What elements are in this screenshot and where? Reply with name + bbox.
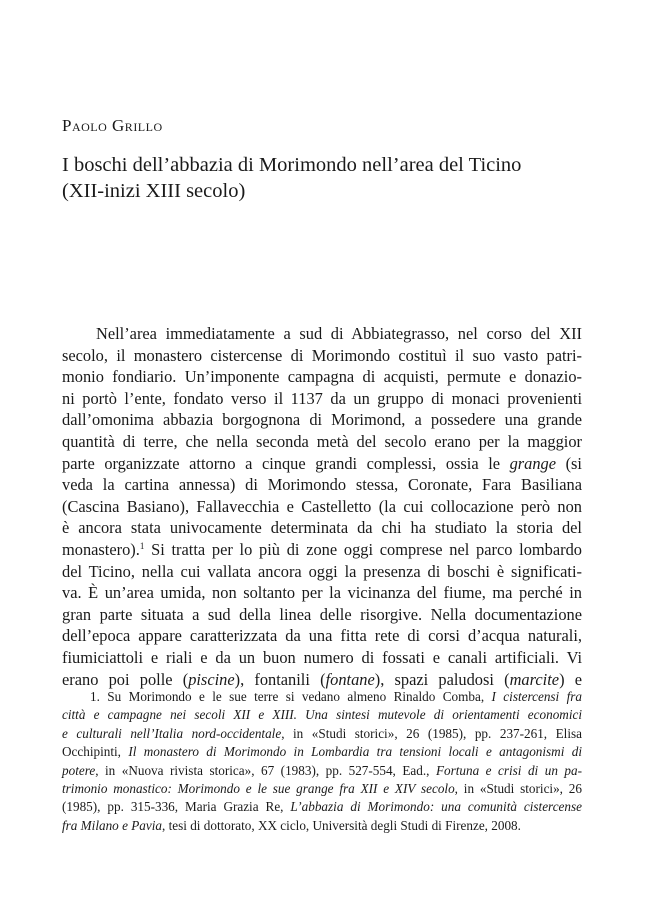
footnote-line bbox=[62, 725, 582, 743]
body-line bbox=[62, 539, 582, 561]
body-line: secolo, il monastero cistercense di Morimondo costituì il suo vasto patri- bbox=[62, 345, 582, 365]
text-run: (si bbox=[556, 453, 582, 473]
footnote-line bbox=[62, 817, 582, 835]
body-line: del Ticino, nella cui vallata ancora oggi la presenza di boschi è significati- bbox=[62, 561, 582, 581]
body-line: ni portò l’ente, fondato verso il 1137 da un gruppo di monaci provenienti bbox=[62, 388, 582, 408]
text-run: erano poi polle ( bbox=[62, 669, 189, 689]
footnote-line bbox=[62, 762, 582, 780]
text-run: (1985), pp. 315-336, Maria Grazia Re, bbox=[62, 799, 291, 815]
text-run: 1. Su Morimondo e le sue terre si vedano almeno Rinaldo Comba, bbox=[90, 689, 492, 704]
body-line: fiumiciattoli e riali e da un buon numero di fossati e canali artificiali. Vi bbox=[62, 647, 582, 667]
italic-term: marcite bbox=[509, 669, 560, 689]
text-run: ) e bbox=[559, 669, 582, 689]
body-line: è ancora stata univocamente determinata da chi ha studiato la storia del bbox=[62, 518, 582, 538]
footnote-line bbox=[62, 706, 582, 724]
text-run: monastero). bbox=[62, 539, 140, 559]
title-line: (XII-inizi XIII secolo) bbox=[62, 180, 246, 202]
body-line: quantità di terre, che nella seconda metà del secolo erano per la maggior bbox=[62, 431, 582, 451]
text-run: , in «Studi storici», 26 (1985), pp. 237-261, Elisa bbox=[281, 725, 582, 741]
italic-title: città e campagne nei secoli XII e XIII. Una sintesi mutevole di orientamenti economici bbox=[62, 707, 582, 723]
text-run: , in «Nuova rivista storica», 67 (1983), pp. 527-554, Ead., bbox=[95, 762, 436, 778]
body-line bbox=[62, 669, 582, 691]
author-name: Paolo Grillo bbox=[62, 116, 163, 135]
title-line: I boschi dell’abbazia di Morimondo nell’area del Ticino bbox=[62, 154, 522, 176]
italic-title: trimonio monastico: Morimondo e le sue grange fra XII e XIV secolo bbox=[62, 781, 455, 797]
italic-term: fontane bbox=[325, 669, 375, 689]
body-line: dall’omonima abbazia borgognona di Morimond, a possedere una grande bbox=[62, 410, 582, 430]
text-run: Occhipinti, bbox=[62, 744, 129, 760]
text-run: Si tratta per lo più di zone oggi comprese nel parco lombardo bbox=[144, 539, 582, 559]
body-text bbox=[62, 323, 582, 690]
italic-term: piscine bbox=[188, 669, 235, 689]
body-line: (Cascina Basiano), Fallavecchia e Castelletto (la cui collocazione però non bbox=[62, 496, 582, 516]
body-line: Nell’area immediatamente a sud di Abbiategrasso, nel corso del XII bbox=[96, 324, 582, 343]
italic-title: e culturali nell’Italia nord-occidentale bbox=[62, 725, 282, 741]
body-line: monio fondiario. Un’imponente campagna di acquisti, permute e donazio- bbox=[62, 367, 582, 387]
footnote-reference[interactable]: 1 bbox=[139, 540, 145, 551]
text-run bbox=[62, 540, 582, 559]
italic-title: L’abbazia di Morimondo: una comunità cistercense bbox=[290, 799, 582, 815]
body-line: dell’epoca appare caratterizzata da una fitta rete di corsi d’acqua naturali, bbox=[62, 626, 582, 646]
italic-title: fra Milano e Pavia bbox=[62, 817, 162, 833]
footnote-line bbox=[62, 798, 582, 816]
footnote-line bbox=[62, 688, 582, 706]
article-title bbox=[62, 152, 582, 204]
footnote bbox=[62, 688, 582, 835]
italic-title: potere bbox=[62, 762, 96, 778]
text-run: , in «Studi storici», 26 bbox=[454, 781, 582, 797]
body-line: gran parte situata a sud della linea delle risorgive. Nella documentazione bbox=[62, 604, 582, 624]
body-line bbox=[62, 453, 582, 475]
italic-title: Il monastero di Morimondo in Lombardia tra tensioni locali e antagonismi di bbox=[128, 744, 582, 760]
footnote-line bbox=[62, 743, 582, 761]
text-run: ), fontanili ( bbox=[234, 669, 326, 689]
text-run: ), spazi paludosi ( bbox=[374, 669, 510, 689]
body-line: veda la cartina annessa) di Morimondo stessa, Coronate, Fara Basiliana bbox=[62, 475, 582, 495]
text-run: , tesi di dottorato, XX ciclo, Università degli Studi di Firenze, 2008. bbox=[162, 817, 521, 833]
footnote-line bbox=[62, 780, 582, 798]
italic-title: Fortuna e crisi di un pa- bbox=[435, 762, 582, 778]
italic-term: grange bbox=[509, 453, 557, 473]
text-run: parte organizzate attorno a cinque grandi complessi, ossia le bbox=[62, 453, 510, 473]
body-line: va. È un’area umida, non soltanto per la vicinanza del fiume, ma perché in bbox=[62, 583, 582, 603]
italic-title: I cistercensi fra bbox=[491, 689, 582, 704]
